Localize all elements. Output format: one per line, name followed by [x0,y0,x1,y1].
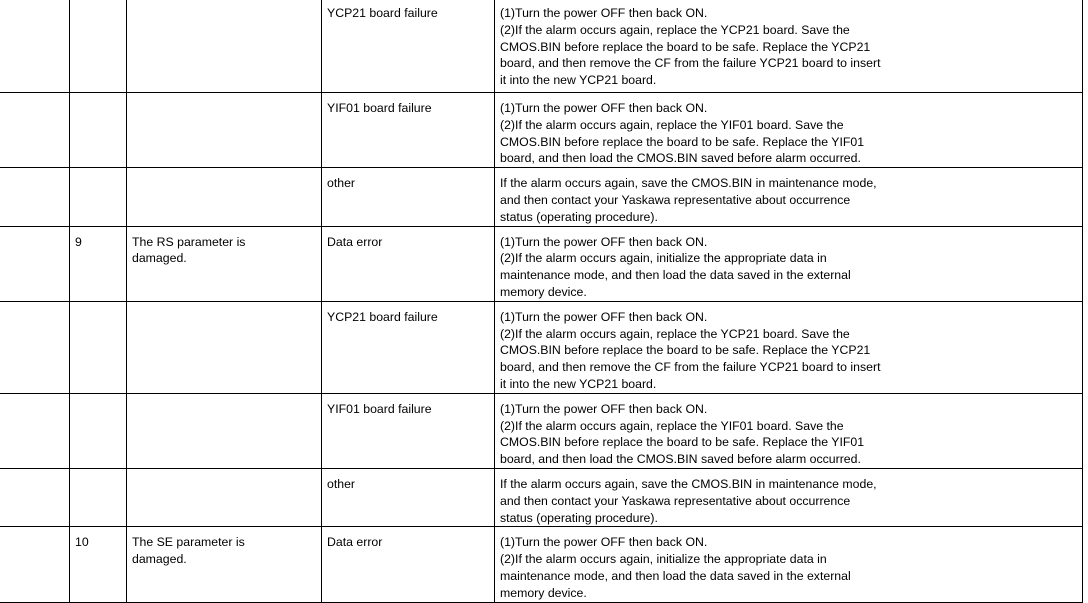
remedy-cell: If the alarm occurs again, save the CMOS.BIN in maintenance mode, and then contact your Yaskawa representative about occurrence status (operating procedure). [495,468,1083,526]
description-cell [127,301,322,393]
remedy-cell: (1)Turn the power OFF then back ON. (2)If the alarm occurs again, initialize the appropriate data in maintenance mode, and then load the data saved in the external memory device. [495,527,1083,602]
description-cell [127,468,322,526]
table-row [0,226,1083,301]
table-row [0,0,1083,93]
description-cell: The SE parameter is damaged. [127,527,322,602]
sub-code-cell [70,393,127,468]
table-row [0,93,1083,168]
description-cell [127,393,322,468]
sub-code-cell [70,468,127,526]
table-row [0,168,1083,226]
sub-code-cell: 9 [70,226,127,301]
remedy-cell: (1)Turn the power OFF then back ON. (2)If the alarm occurs again, initialize the appropriate data in maintenance mode, and then load the data saved in the external memory device. [495,226,1083,301]
table-row [0,301,1083,393]
cause-cell: Data error [322,527,495,602]
alarm-number-cell [0,0,70,93]
cause-cell: YCP21 board failure [322,0,495,93]
alarm-number-cell [0,226,70,301]
table-row [0,527,1083,602]
cause-cell: Data error [322,226,495,301]
cause-cell: YIF01 board failure [322,93,495,168]
table-row [0,393,1083,468]
description-cell [127,93,322,168]
sub-code-cell [70,93,127,168]
remedy-cell: (1)Turn the power OFF then back ON. (2)If the alarm occurs again, replace the YIF01 board. Save the CMOS.BIN before replace the board to be safe. Replace the YIF01 board, and then load the CMOS.BIN saved before alarm occurred. [495,93,1083,168]
sub-code-cell: 10 [70,527,127,602]
alarm-number-cell [0,301,70,393]
table-row [0,468,1083,526]
description-cell [127,0,322,93]
alarm-number-cell [0,168,70,226]
sub-code-cell [70,168,127,226]
description-cell: The RS parameter is damaged. [127,226,322,301]
cause-cell: YIF01 board failure [322,393,495,468]
cause-cell: YCP21 board failure [322,301,495,393]
sub-code-cell [70,301,127,393]
alarm-number-cell [0,468,70,526]
remedy-cell: If the alarm occurs again, save the CMOS.BIN in maintenance mode, and then contact your Yaskawa representative about occurrence status (operating procedure). [495,168,1083,226]
alarm-number-cell [0,527,70,602]
description-cell [127,168,322,226]
cause-cell: other [322,168,495,226]
remedy-cell: (1)Turn the power OFF then back ON. (2)If the alarm occurs again, replace the YIF01 board. Save the CMOS.BIN before replace the board to be safe. Replace the YIF01 board, and then load the CMOS.BIN saved before alarm occurred. [495,393,1083,468]
alarm-number-cell [0,93,70,168]
cause-cell: other [322,468,495,526]
remedy-cell: (1)Turn the power OFF then back ON. (2)If the alarm occurs again, replace the YCP21 board. Save the CMOS.BIN before replace the board to be safe. Replace the YCP21 board, and then remove the CF from the failure YCP21 board to insert it into the new YCP21 board. [495,0,1083,93]
alarm-number-cell [0,393,70,468]
remedy-cell: (1)Turn the power OFF then back ON. (2)If the alarm occurs again, replace the YCP21 board. Save the CMOS.BIN before replace the board to be safe. Replace the YCP21 board, and then remove the CF from the failure YCP21 board to insert it into the new YCP21 board. [495,301,1083,393]
sub-code-cell [70,0,127,93]
